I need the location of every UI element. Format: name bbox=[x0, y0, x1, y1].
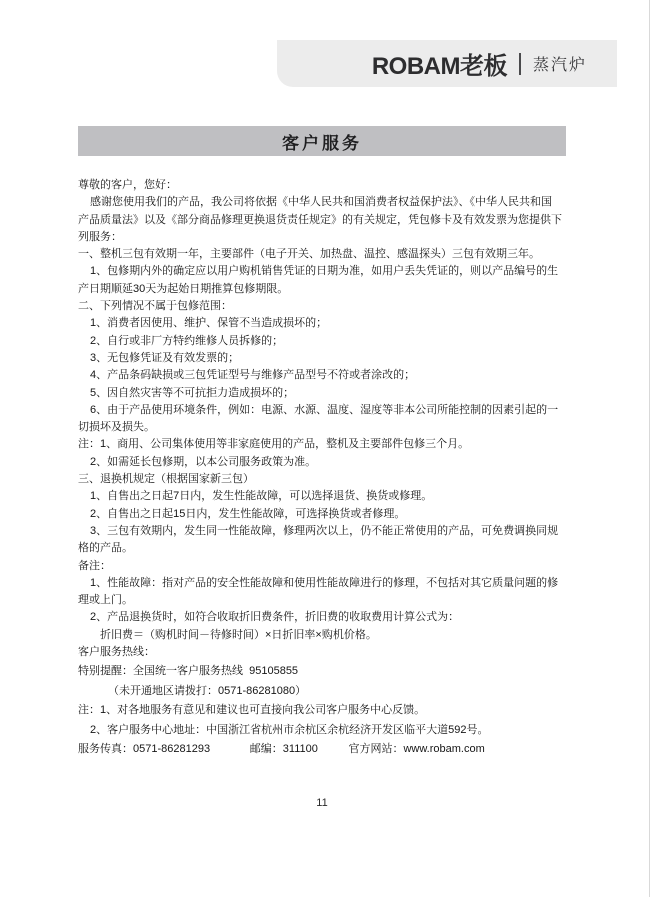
terms-line-25: 理或上门。 bbox=[78, 594, 133, 607]
product-name-label: 蒸汽炉 bbox=[532, 57, 587, 74]
terms-line-5: 一、整机三包有效期一年，主要部件（电子开关、加热盘、温控、感温探头）三包有效期三年。 bbox=[78, 248, 540, 261]
header-logo-band bbox=[277, 40, 617, 87]
terms-line-1: 尊敬的客户，您好： bbox=[78, 179, 177, 191]
terms-line-8: 二、下列情况不属于包修范围： bbox=[78, 300, 232, 313]
terms-line-19: 1、自售出之日起7日内，发生性能故障，可以选择退货、换货或修理。 bbox=[90, 490, 433, 503]
terms-line-23: 备注： bbox=[78, 559, 111, 572]
terms-line-6: 1、包修期内外的确定应以用户购机销售凭证的日期为准，如用户丢失凭证的，则以产品编号的生 bbox=[90, 265, 559, 278]
page-title: 客户服务 bbox=[282, 133, 362, 153]
service-hotline-text bbox=[78, 662, 638, 760]
page-number: 11 bbox=[316, 797, 328, 809]
hotline-line-4: 2、客户服务中心地址：中国浙江省杭州市余杭区余杭经济开发区临平大道592号。 bbox=[90, 723, 489, 736]
section-title-bar bbox=[78, 126, 566, 156]
terms-line-16: 注：1、商用、公司集体使用等非家庭使用的产品，整机及主要部件包修三个月。 bbox=[78, 438, 470, 451]
hotline-line-3: 注：1、对各地服务有意见和建议也可直接向我公司客户服务中心反馈。 bbox=[78, 704, 426, 716]
terms-line-13: 5、因自然灾害等不可抗拒力造成损坏的； bbox=[90, 386, 295, 399]
service-terms-text bbox=[78, 177, 638, 661]
terms-line-11: 3、无包修凭证及有效发票的； bbox=[90, 351, 240, 364]
terms-line-24: 1、性能故障：指对产品的安全性能故障和使用性能故障进行的修理，不包括对其它质量问题的修 bbox=[90, 576, 559, 589]
terms-line-12: 4、产品条码缺损或三包凭证型号与维修产品型号不符或者涂改的； bbox=[90, 369, 416, 382]
terms-line-15: 切损坏及损失。 bbox=[78, 421, 155, 434]
terms-line-2: 感谢您使用我们的产品，我公司将依据《中华人民共和国消费者权益保护法》、《中华人民共和国 bbox=[90, 196, 552, 209]
terms-line-28: 客户服务热线： bbox=[78, 646, 155, 659]
terms-line-20: 2、自售出之日起15日内，发生性能故障，可选择换货或者修理。 bbox=[90, 507, 406, 520]
terms-line-17: 2、如需延长包修期，以本公司服务政策为准。 bbox=[90, 455, 317, 468]
terms-line-10: 2、自行或非厂方特约维修人员拆修的； bbox=[90, 334, 284, 347]
terms-line-22: 格的产品。 bbox=[78, 542, 133, 555]
robam-logo: ROBAM老板 bbox=[371, 53, 507, 80]
terms-line-3: 产品质量法》以及《部分商品修理更换退货责任规定》的有关规定，凭包修卡及有效发票为您提供下 bbox=[78, 213, 562, 226]
terms-line-4: 列服务： bbox=[78, 230, 122, 243]
terms-line-7: 产日期顺延30天为起始日期推算包修期限。 bbox=[78, 282, 289, 295]
terms-line-14: 6、由于产品使用环境条件，例如：电源、水源、温度、湿度等非本公司所能控制的因素引起的一 bbox=[90, 403, 559, 416]
terms-line-27: 折旧费＝（购机时间－待修时间）×日折旧率×购机价格。 bbox=[100, 628, 377, 641]
terms-line-18: 三、退换机规定（根据国家新三包） bbox=[78, 473, 254, 486]
hotline-line-2: （未开通地区请拨打：0571-86281080） bbox=[108, 684, 307, 697]
terms-line-21: 3、三包有效期内，发生同一性能故障，修理两次以上，仍不能正常使用的产品，可免费调换同规 bbox=[90, 524, 559, 537]
terms-line-9: 1、消费者因使用、维护、保管不当造成损坏的； bbox=[90, 317, 328, 330]
hotline-line-5: 服务传真：0571-86281293 邮编：311100 官方网站：www.robam.com bbox=[78, 743, 485, 755]
hotline-line-1: 特别提醒：全国统一客户服务热线 95105855 bbox=[78, 665, 299, 677]
vertical-bar-icon bbox=[519, 53, 521, 75]
terms-line-26: 2、产品退换货时，如符合收取折旧费条件，折旧费的收取费用计算公式为： bbox=[90, 611, 460, 624]
